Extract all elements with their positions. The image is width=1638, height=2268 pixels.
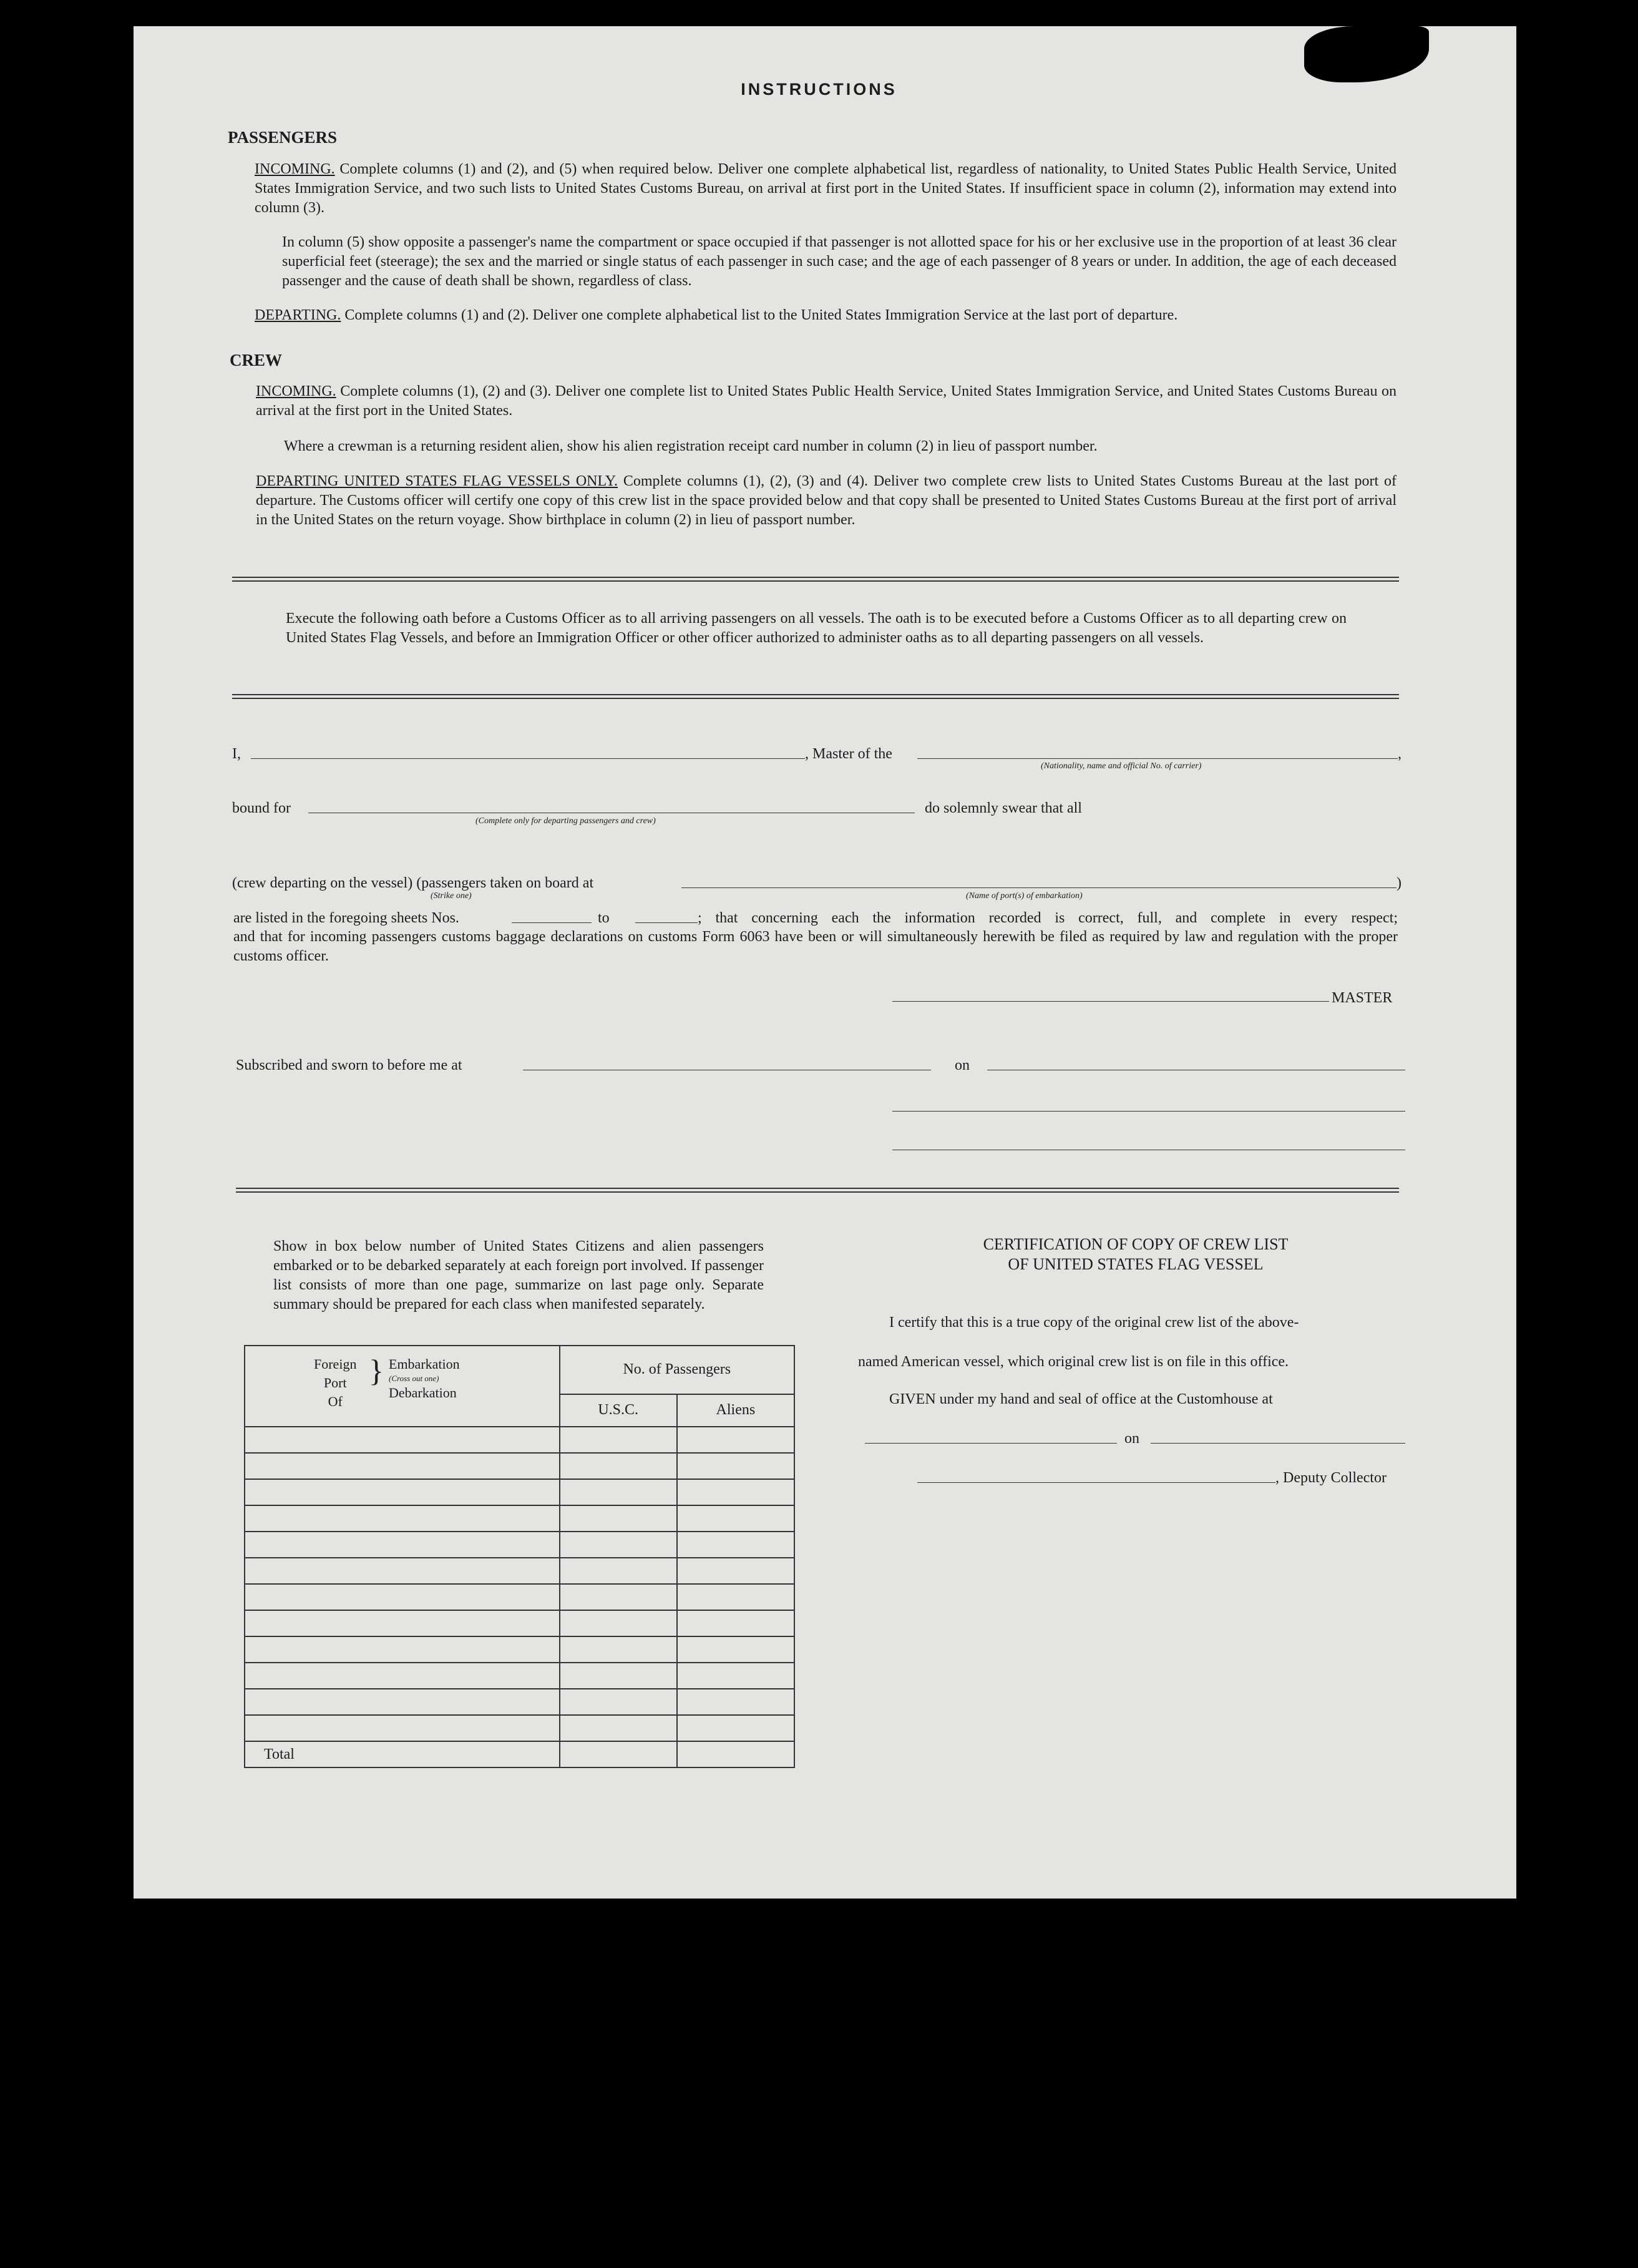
crew-incoming-label: INCOMING. — [256, 383, 336, 399]
aliens-cell[interactable] — [677, 1610, 794, 1636]
aliens-cell[interactable] — [677, 1427, 794, 1453]
listed-b: ; that concerning each the information recorded is correct, full, and complete in every respect; — [698, 910, 1398, 926]
cross-out-caption: (Cross out one) — [389, 1374, 439, 1383]
foreign-label: Foreign — [314, 1356, 357, 1372]
oath-intro: Execute the following oath before a Customs Officer as to all arriving passengers on all vessels. The oath is to be executed before a Customs Officer as to all departing crew on United States Flag Vessels, and before an Immigration Officer or other officer authorized to administer oaths as to all departing passengers on all vessels. — [286, 610, 1347, 646]
port-cell[interactable] — [245, 1505, 560, 1532]
port-cell[interactable] — [245, 1453, 560, 1479]
total-row — [245, 1741, 794, 1767]
oath-bound-for: bound for — [232, 800, 291, 816]
aliens-cell[interactable] — [677, 1532, 794, 1558]
passenger-summary-table — [244, 1345, 795, 1768]
usc-cell[interactable] — [560, 1715, 677, 1741]
aliens-cell[interactable] — [677, 1636, 794, 1663]
divider — [236, 1188, 1399, 1193]
certification-heading-2: OF UNITED STATES FLAG VESSEL — [1008, 1255, 1264, 1273]
sheet-to-line[interactable] — [635, 922, 698, 923]
aliens-cell[interactable] — [677, 1505, 794, 1532]
nationality-caption: (Nationality, name and official No. of carrier) — [1041, 761, 1202, 771]
usc-cell[interactable] — [560, 1610, 677, 1636]
port-cell[interactable] — [245, 1427, 560, 1453]
master-signature-line[interactable] — [892, 1001, 1329, 1002]
table-row — [245, 1427, 794, 1453]
usc-cell[interactable] — [560, 1427, 677, 1453]
embarkation-label: Embarkation — [389, 1356, 460, 1372]
table-row — [245, 1453, 794, 1479]
certification-line-3: GIVEN under my hand and seal of office at the Customhouse at — [889, 1391, 1273, 1407]
crew-departing-text: Complete columns (1), (2), (3) and (4). Deliver two complete crew lists to United States Customs Bureau at the last port of departure. The Customs officer will certify one copy of this crew list in the space provided below and that copy shall be presented to United States Customs Bureau at the first port of arrival in the United States on the return voyage. Show birthplace in column (2) in lieu of passport number. — [256, 473, 1397, 528]
passengers-heading: PASSENGERS — [228, 128, 338, 147]
aliens-cell[interactable] — [677, 1689, 794, 1715]
usc-cell[interactable] — [560, 1505, 677, 1532]
table-row — [245, 1715, 794, 1741]
aliens-total-cell[interactable] — [677, 1741, 794, 1767]
passengers-incoming-label: INCOMING. — [255, 161, 335, 177]
divider — [232, 694, 1399, 699]
crew-heading: CREW — [230, 351, 283, 369]
aliens-cell[interactable] — [677, 1663, 794, 1689]
table-row — [245, 1558, 794, 1584]
table-row — [245, 1636, 794, 1663]
listed-a: are listed in the foregoing sheets Nos. — [233, 910, 459, 926]
listed-to: to — [598, 910, 610, 926]
page-title: INSTRUCTIONS — [741, 80, 897, 99]
aliens-cell[interactable] — [677, 1584, 794, 1610]
passengers-column5: In column (5) show opposite a passenger's name the compartment or space occupied if that passenger is not allotted space for his or her exclusive use in the proportion of at least 36 clear superficial feet (steerage); the sex and the married or single status of each passenger in such case; and the age of each passenger of 8 years or under. In addition, the age of each deceased passenger and the cause of death shall be shown, regardless of class. — [282, 234, 1397, 289]
oath-strike: (crew departing on the vessel) (passengers taken on board at — [232, 875, 594, 891]
crew-incoming — [256, 382, 1397, 421]
port-cell[interactable] — [245, 1715, 560, 1741]
table-row — [245, 1505, 794, 1532]
aliens-cell[interactable] — [677, 1479, 794, 1505]
port-cell[interactable] — [245, 1610, 560, 1636]
table-row — [245, 1689, 794, 1715]
port-cell[interactable] — [245, 1663, 560, 1689]
debarkation-label: Debarkation — [389, 1385, 457, 1400]
usc-header: U.S.C. — [560, 1394, 677, 1427]
no-passengers-header: No. of Passengers — [560, 1346, 794, 1394]
embarkation-port-line[interactable] — [681, 887, 1397, 888]
carrier-line[interactable] — [917, 758, 1398, 759]
close-paren: ) — [1397, 875, 1402, 891]
port-cell[interactable] — [245, 1689, 560, 1715]
certification-heading-1: CERTIFICATION OF COPY OF CREW LIST — [983, 1235, 1289, 1253]
sheet-from-line[interactable] — [512, 922, 592, 923]
table-row — [245, 1663, 794, 1689]
usc-cell[interactable] — [560, 1532, 677, 1558]
usc-total-cell[interactable] — [560, 1741, 677, 1767]
passengers-incoming — [255, 160, 1397, 218]
aliens-cell[interactable] — [677, 1715, 794, 1741]
usc-cell[interactable] — [560, 1558, 677, 1584]
deputy-signature-line[interactable] — [917, 1482, 1275, 1483]
port-cell[interactable] — [245, 1532, 560, 1558]
divider — [232, 577, 1399, 582]
summary-instructions: Show in box below number of United States Citizens and alien passengers embarked or to be debarked separately at each foreign port involved. If passenger list consists of more than one page, summarize on last page only. Separate summary should be prepared for each class when manifested separately. — [273, 1238, 764, 1312]
aliens-cell[interactable] — [677, 1558, 794, 1584]
complete-caption: (Complete only for departing passengers and crew) — [475, 816, 656, 826]
total-label: Total — [245, 1741, 560, 1767]
usc-cell[interactable] — [560, 1479, 677, 1505]
port-label: Port — [323, 1375, 347, 1391]
of-label: Of — [328, 1394, 343, 1409]
usc-cell[interactable] — [560, 1584, 677, 1610]
passengers-departing-text: Complete columns (1) and (2). Deliver one complete alphabetical list to the United States Immigration Service at the last port of departure. — [344, 307, 1178, 323]
usc-cell[interactable] — [560, 1663, 677, 1689]
listed-c: and that for incoming passengers customs baggage declarations on customs Form 6063 have been or will simultaneously herewith be filed as required by law and regulation with the proper customs officer. — [233, 929, 1398, 964]
aliens-cell[interactable] — [677, 1453, 794, 1479]
passengers-departing-label: DEPARTING. — [255, 307, 341, 323]
certification-line-1: I certify that this is a true copy of the original crew list of the above- — [889, 1314, 1299, 1331]
passengers-incoming-text: Complete columns (1) and (2), and (5) when required below. Deliver one complete alphabetical list, regardless of nationality, to United States Public Health Service, United States Immigration Service, and two such lists to United States Customs Bureau, on arrival at first port in the United States. If insufficient space in column (2), information may extend into column (3). — [255, 161, 1397, 216]
certification-line-2: named American vessel, which original crew list is on file in this office. — [858, 1354, 1289, 1370]
crew-resident: Where a crewman is a returning resident alien, show his alien registration receipt card number in column (2) in lieu of passport number. — [284, 438, 1098, 454]
passengers-departing — [255, 306, 1397, 325]
port-cell[interactable] — [245, 1479, 560, 1505]
master-name-line[interactable] — [251, 758, 805, 759]
table-row — [245, 1479, 794, 1505]
port-cell[interactable] — [245, 1636, 560, 1663]
officer-signature-line[interactable] — [892, 1111, 1405, 1112]
customhouse-line[interactable] — [865, 1443, 1117, 1444]
table-row — [245, 1584, 794, 1610]
usc-cell[interactable] — [560, 1636, 677, 1663]
subscribed: Subscribed and sworn to before me at — [236, 1057, 462, 1073]
table-row — [245, 1610, 794, 1636]
brace-icon: } — [369, 1353, 384, 1388]
deputy-collector: , Deputy Collector — [1275, 1470, 1387, 1486]
oath-swear: do solemnly swear that all — [925, 800, 1082, 816]
port-cell[interactable] — [245, 1558, 560, 1584]
crew-departing — [256, 472, 1397, 530]
table-row — [245, 1532, 794, 1558]
oath-master-of: , Master of the — [805, 746, 892, 762]
strike-caption: (Strike one) — [431, 891, 472, 901]
certification-date-line[interactable] — [1151, 1443, 1405, 1444]
certification-on: on — [1124, 1430, 1139, 1447]
sworn-on: on — [955, 1057, 970, 1073]
crew-incoming-text: Complete columns (1), (2) and (3). Deliver one complete list to United States Public Health Service, United States Immigration Service, and United States Customs Bureau on arrival at the first port in the United States. — [256, 383, 1397, 419]
usc-cell[interactable] — [560, 1453, 677, 1479]
port-caption: (Name of port(s) of embarkation) — [966, 891, 1083, 901]
crew-departing-label: DEPARTING UNITED STATES FLAG VESSELS ONLY. — [256, 473, 618, 489]
master-label: MASTER — [1332, 990, 1393, 1006]
port-cell[interactable] — [245, 1584, 560, 1610]
oath-i: I, — [232, 746, 241, 762]
usc-cell[interactable] — [560, 1689, 677, 1715]
port-header — [245, 1346, 560, 1427]
aliens-header: Aliens — [677, 1394, 794, 1427]
